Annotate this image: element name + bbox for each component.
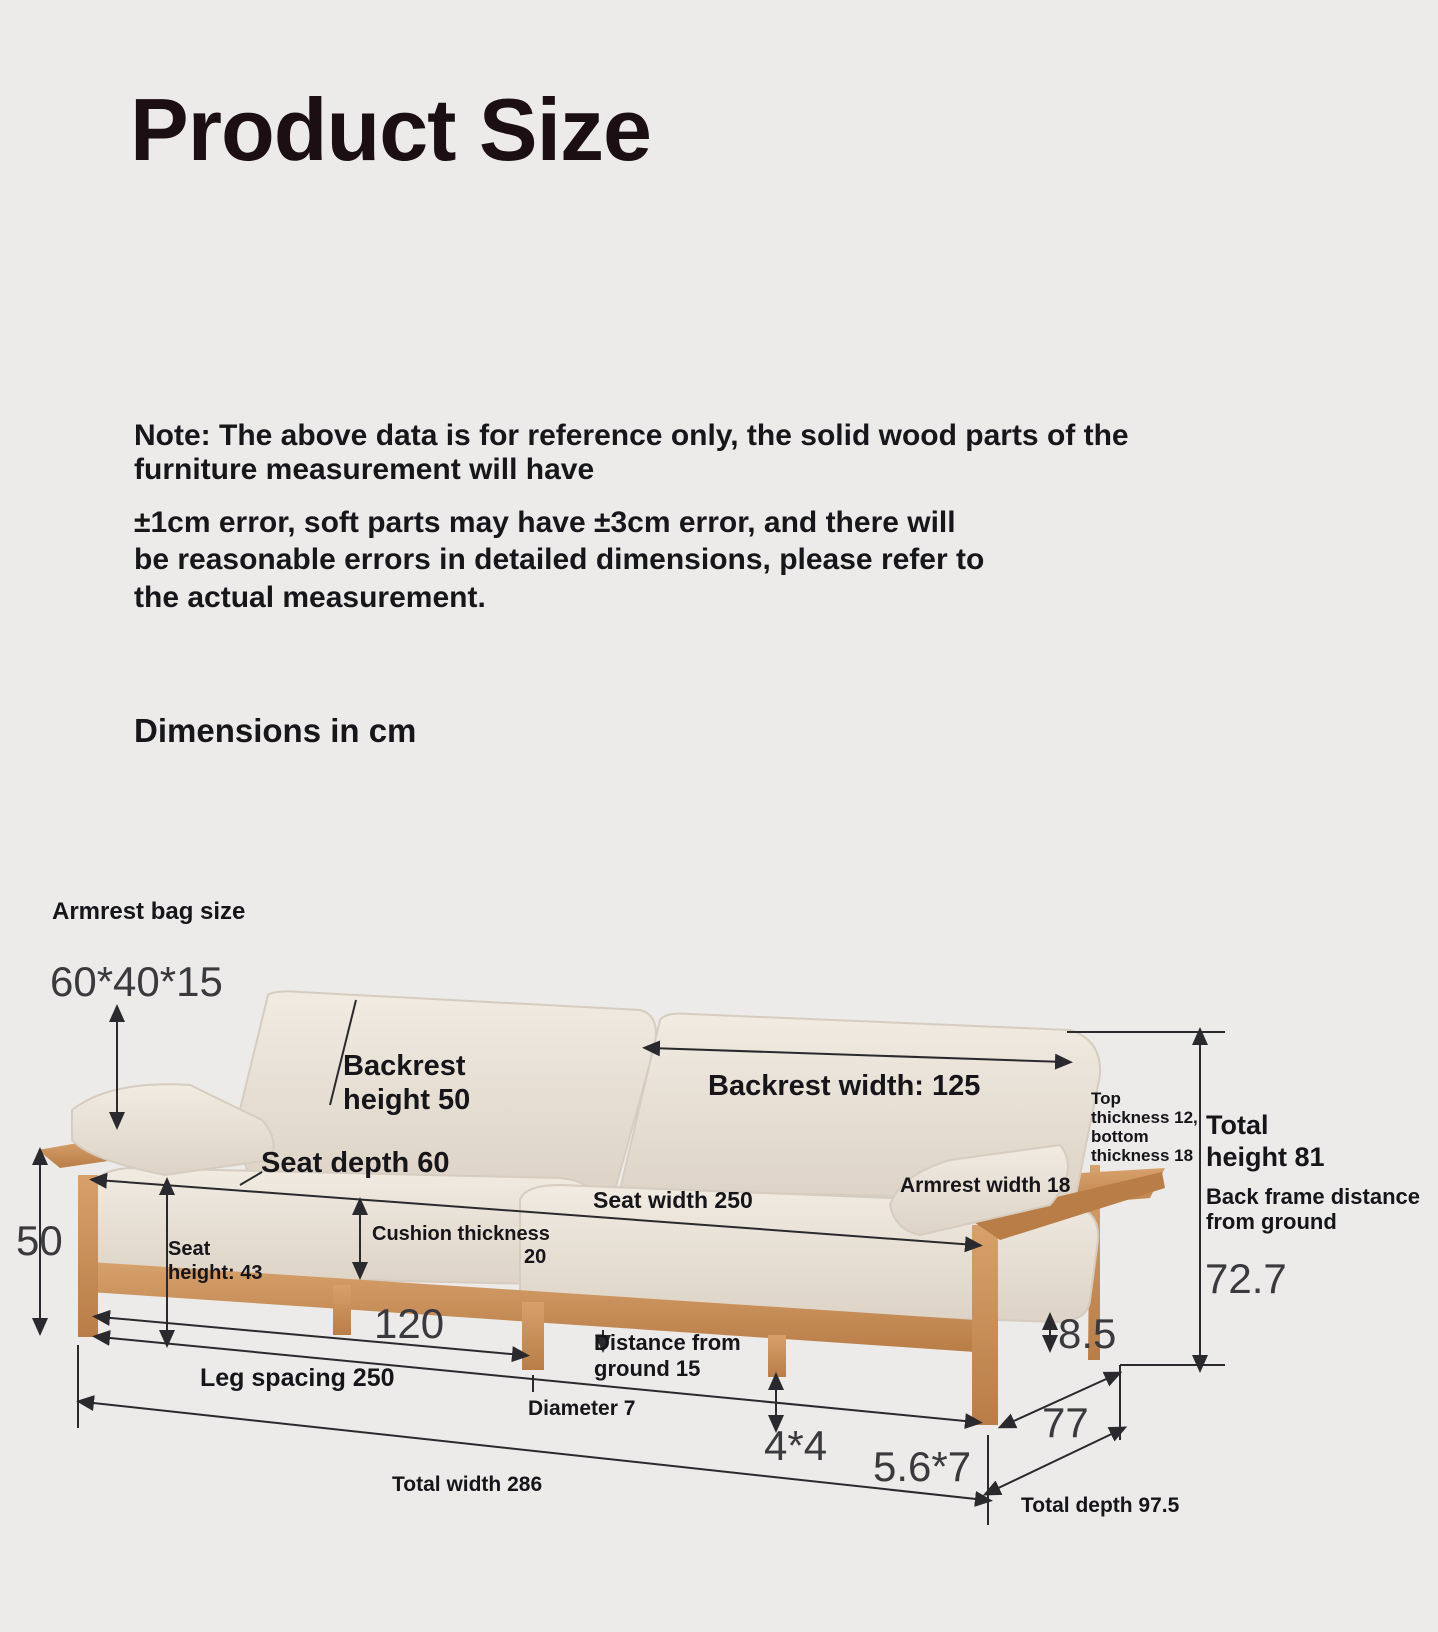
back-frame-label-1: Back frame distance xyxy=(1206,1184,1420,1209)
armrest-bag-label: Armrest bag size xyxy=(52,898,246,925)
leg-front-right xyxy=(972,1225,998,1425)
units-label: Dimensions in cm xyxy=(134,712,417,749)
leg-middle-front xyxy=(522,1302,544,1370)
page-title: Product Size xyxy=(130,80,651,179)
seat-depth-label: Seat depth 60 xyxy=(261,1147,450,1179)
diameter-label: Diameter 7 xyxy=(528,1397,636,1420)
rail-height-85: 8.5 xyxy=(1058,1310,1117,1357)
top-thickness-label-4: thickness 18 xyxy=(1091,1146,1194,1165)
backrest-height-label-1: Backrest xyxy=(343,1050,466,1082)
top-thickness-label-3: bottom xyxy=(1091,1127,1149,1146)
note-line-5: the actual measurement. xyxy=(134,581,486,614)
backrest-width-label: Backrest width: 125 xyxy=(708,1070,981,1102)
ground-distance-label-1: Distance from xyxy=(594,1330,741,1355)
leg-spacing-label: Leg spacing 250 xyxy=(200,1364,395,1392)
note-line-4: be reasonable errors in detailed dimensions, please refer to xyxy=(134,543,985,576)
leg-size-4x4: 4*4 xyxy=(764,1422,828,1469)
total-height-label-2: height 81 xyxy=(1206,1142,1325,1172)
top-thickness-label-1: Top xyxy=(1091,1089,1121,1108)
top-thickness-label-2: thickness 12, xyxy=(1091,1108,1198,1127)
note-line-3: ±1cm error, soft parts may have ±3cm error, and there will xyxy=(134,506,956,539)
cushion-thickness-label-2: 20 xyxy=(524,1246,547,1268)
armrest-height-value: 50 xyxy=(16,1217,63,1264)
seat-width-label: Seat width 250 xyxy=(593,1187,753,1213)
total-depth-label: Total depth 97.5 xyxy=(1021,1494,1180,1517)
armrest-bag-value: 60*40*15 xyxy=(50,958,223,1005)
leg-distance-120: 120 xyxy=(374,1300,445,1347)
seat-height-label-1: Seat xyxy=(168,1238,211,1260)
ground-distance-label-2: ground 15 xyxy=(594,1356,701,1381)
cushion-thickness-label-1: Cushion thickness xyxy=(372,1223,550,1245)
leg-front-left xyxy=(78,1175,98,1337)
back-frame-label-2: from ground xyxy=(1206,1209,1337,1234)
armrest-width-label: Armrest width 18 xyxy=(900,1174,1071,1197)
total-height-label-1: Total xyxy=(1206,1110,1269,1140)
seat-depth-77: 77 xyxy=(1042,1399,1089,1446)
leg-size-56x7: 5.6*7 xyxy=(873,1443,972,1490)
seat-height-label-2: height: 43 xyxy=(168,1262,263,1284)
note-line-2: furniture measurement will have xyxy=(134,453,595,486)
leg-middle-back xyxy=(768,1335,786,1377)
total-width-label: Total width 286 xyxy=(392,1473,543,1496)
leg-middle-left xyxy=(333,1285,351,1335)
back-frame-value: 72.7 xyxy=(1205,1255,1287,1302)
backrest-height-label-2: height 50 xyxy=(343,1084,471,1116)
note-line-1: Note: The above data is for reference only, the solid wood parts of the xyxy=(134,419,1129,452)
